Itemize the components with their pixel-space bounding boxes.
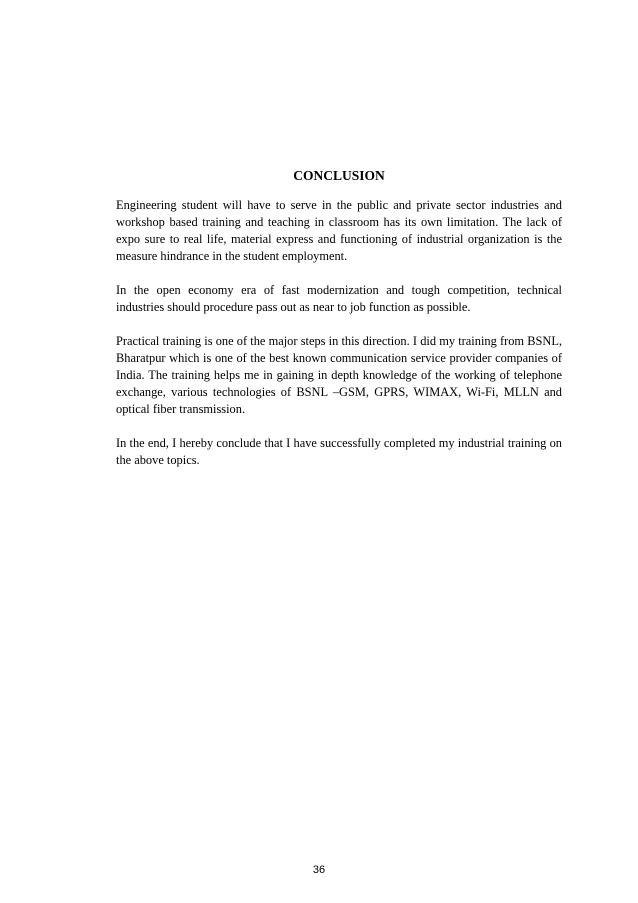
document-body — [116, 167, 562, 486]
paragraph-2: In the open economy era of fast modernization and tough competition, technical industries should procedure pass out as near to job function as possible. — [116, 283, 562, 314]
paragraph-4: In the end, I hereby conclude that I have successfully completed my industrial training on the above topics. — [116, 436, 562, 467]
page-title: CONCLUSION — [293, 168, 385, 183]
paragraph-1: Engineering student will have to serve in the public and private sector industries and workshop based training and teaching in classroom has its own limitation. The lack of expo sure to real life, material express and functioning of industrial organization is the measure hindrance in the student employment. — [116, 198, 562, 263]
paragraph-3: Practical training is one of the major steps in this direction. I did my training from BSNL, Bharatpur which is one of the best known communication service provider companies of India. The training helps me in gaining in depth knowledge of the working of telephone exchange, various technologies of BSNL –GSM, GPRS, WIMAX, Wi-Fi, MLLN and optical fiber transmission. — [116, 334, 562, 416]
page-number: 36 — [312, 864, 326, 876]
